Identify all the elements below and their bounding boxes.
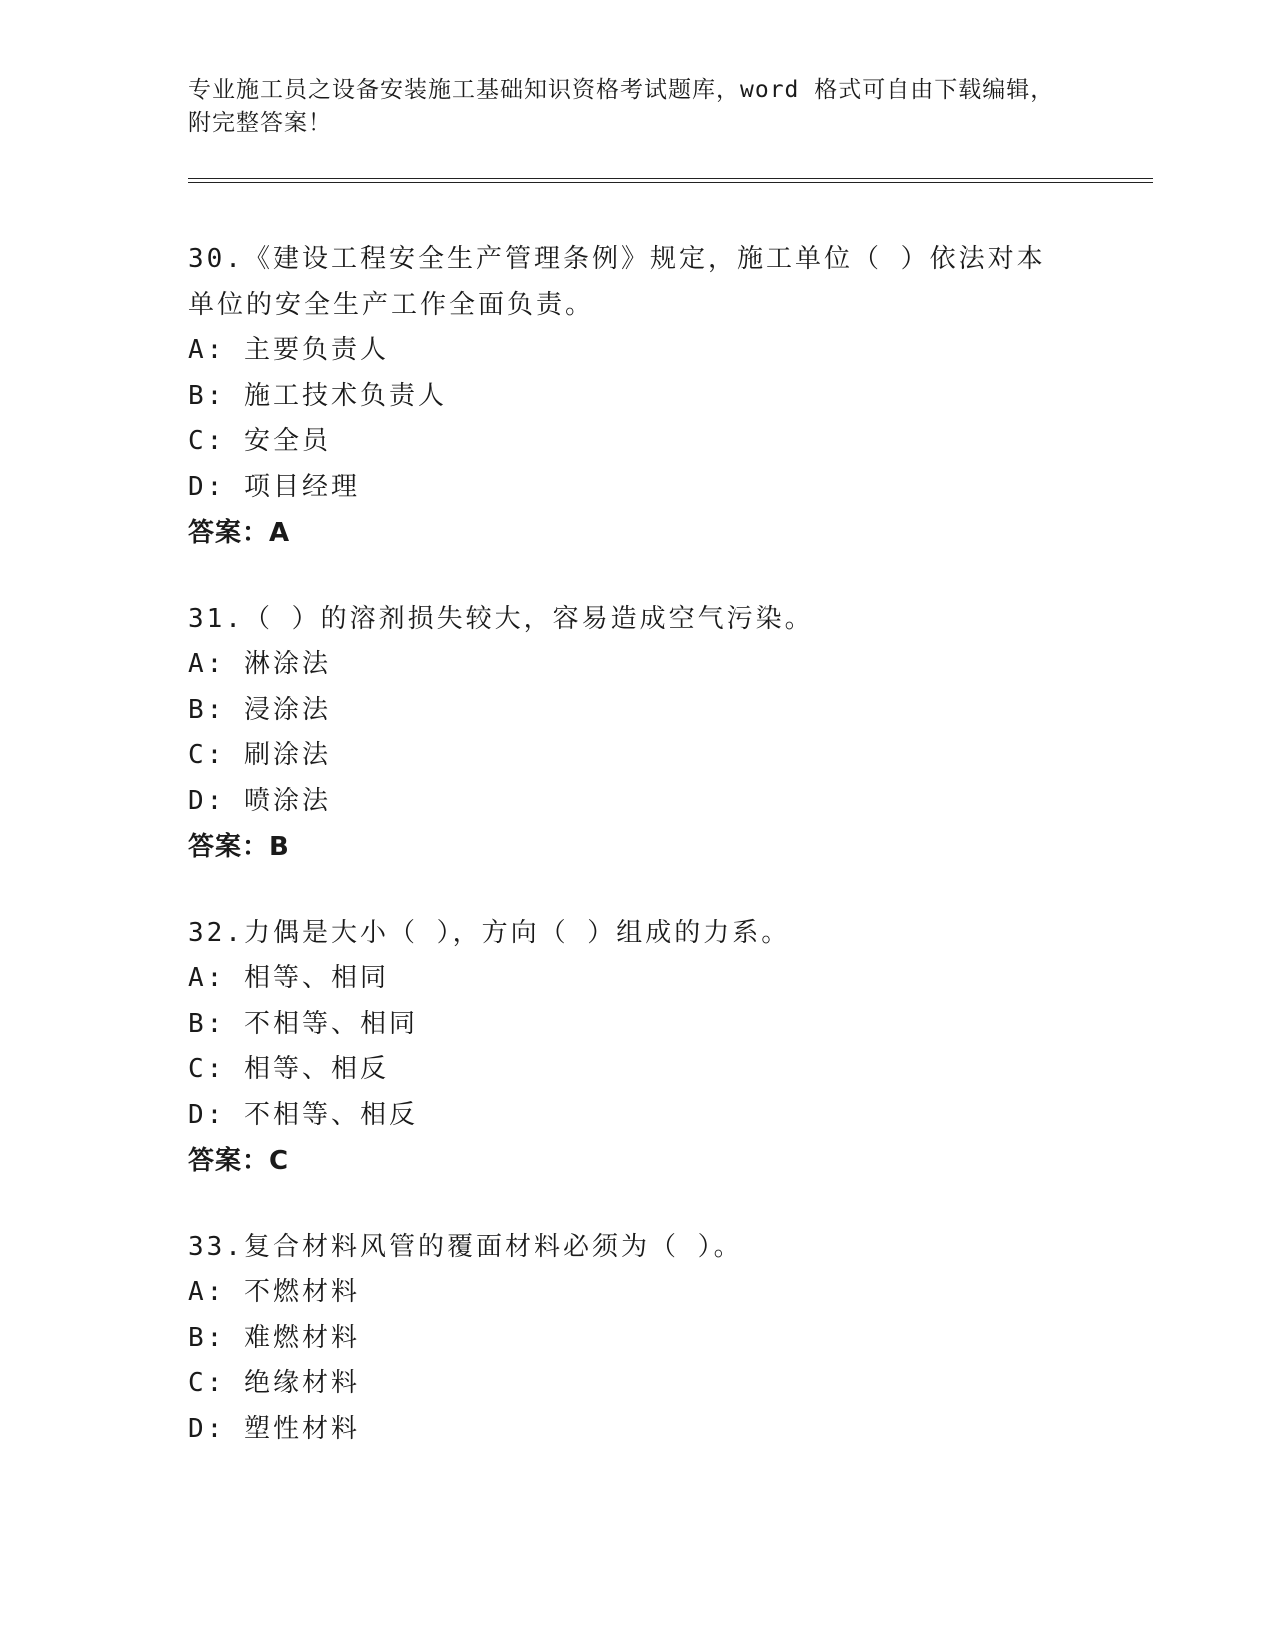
question-30: [188, 236, 1153, 556]
option-b: B: 不相等、相同: [188, 1008, 418, 1039]
option-b: B: 浸涂法: [188, 694, 331, 725]
question-list: [188, 236, 1153, 1492]
question-stem: 30.《建设工程安全生产管理条例》规定，施工单位（ ）依法对本单位的安全生产工作全面负责。: [188, 244, 1046, 320]
option-a: A: 不燃材料: [188, 1277, 360, 1307]
question-stem: 31.（ ）的溶剂损失较大，容易造成空气污染。: [188, 604, 814, 634]
option-c: C: 刷涂法: [188, 740, 331, 770]
header-line-2: 附完整答案！: [188, 110, 332, 136]
question-32: [188, 910, 1153, 1184]
question-33: [188, 1224, 1153, 1452]
header-line-1: 专业施工员之设备安装施工基础知识资格考试题库，word 格式可自由下载编辑，: [188, 77, 1055, 103]
option-d: D: 项目经理: [188, 471, 360, 502]
option-d: D: 喷涂法: [188, 785, 331, 816]
question-stem: 33.复合材料风管的覆面材料必须为（ ）。: [188, 1232, 743, 1262]
question-stem: 32.力偶是大小（ ），方向（ ）组成的力系。: [188, 918, 791, 948]
option-a: A: 主要负责人: [188, 335, 389, 365]
answer-line: 答案：B: [188, 832, 290, 862]
option-b: B: 施工技术负责人: [188, 380, 447, 411]
question-31: [188, 596, 1153, 870]
option-c: C: 安全员: [188, 426, 331, 456]
document-header: [188, 74, 1088, 140]
header-divider: [188, 178, 1153, 183]
option-c: C: 绝缘材料: [188, 1368, 360, 1398]
option-d: D: 不相等、相反: [188, 1099, 418, 1130]
option-b: B: 难燃材料: [188, 1322, 360, 1353]
answer-line: 答案：C: [188, 1146, 290, 1176]
option-d: D: 塑性材料: [188, 1413, 360, 1444]
answer-line: 答案：A: [188, 518, 291, 548]
option-a: A: 相等、相同: [188, 963, 389, 993]
option-a: A: 淋涂法: [188, 649, 331, 679]
option-c: C: 相等、相反: [188, 1054, 389, 1084]
